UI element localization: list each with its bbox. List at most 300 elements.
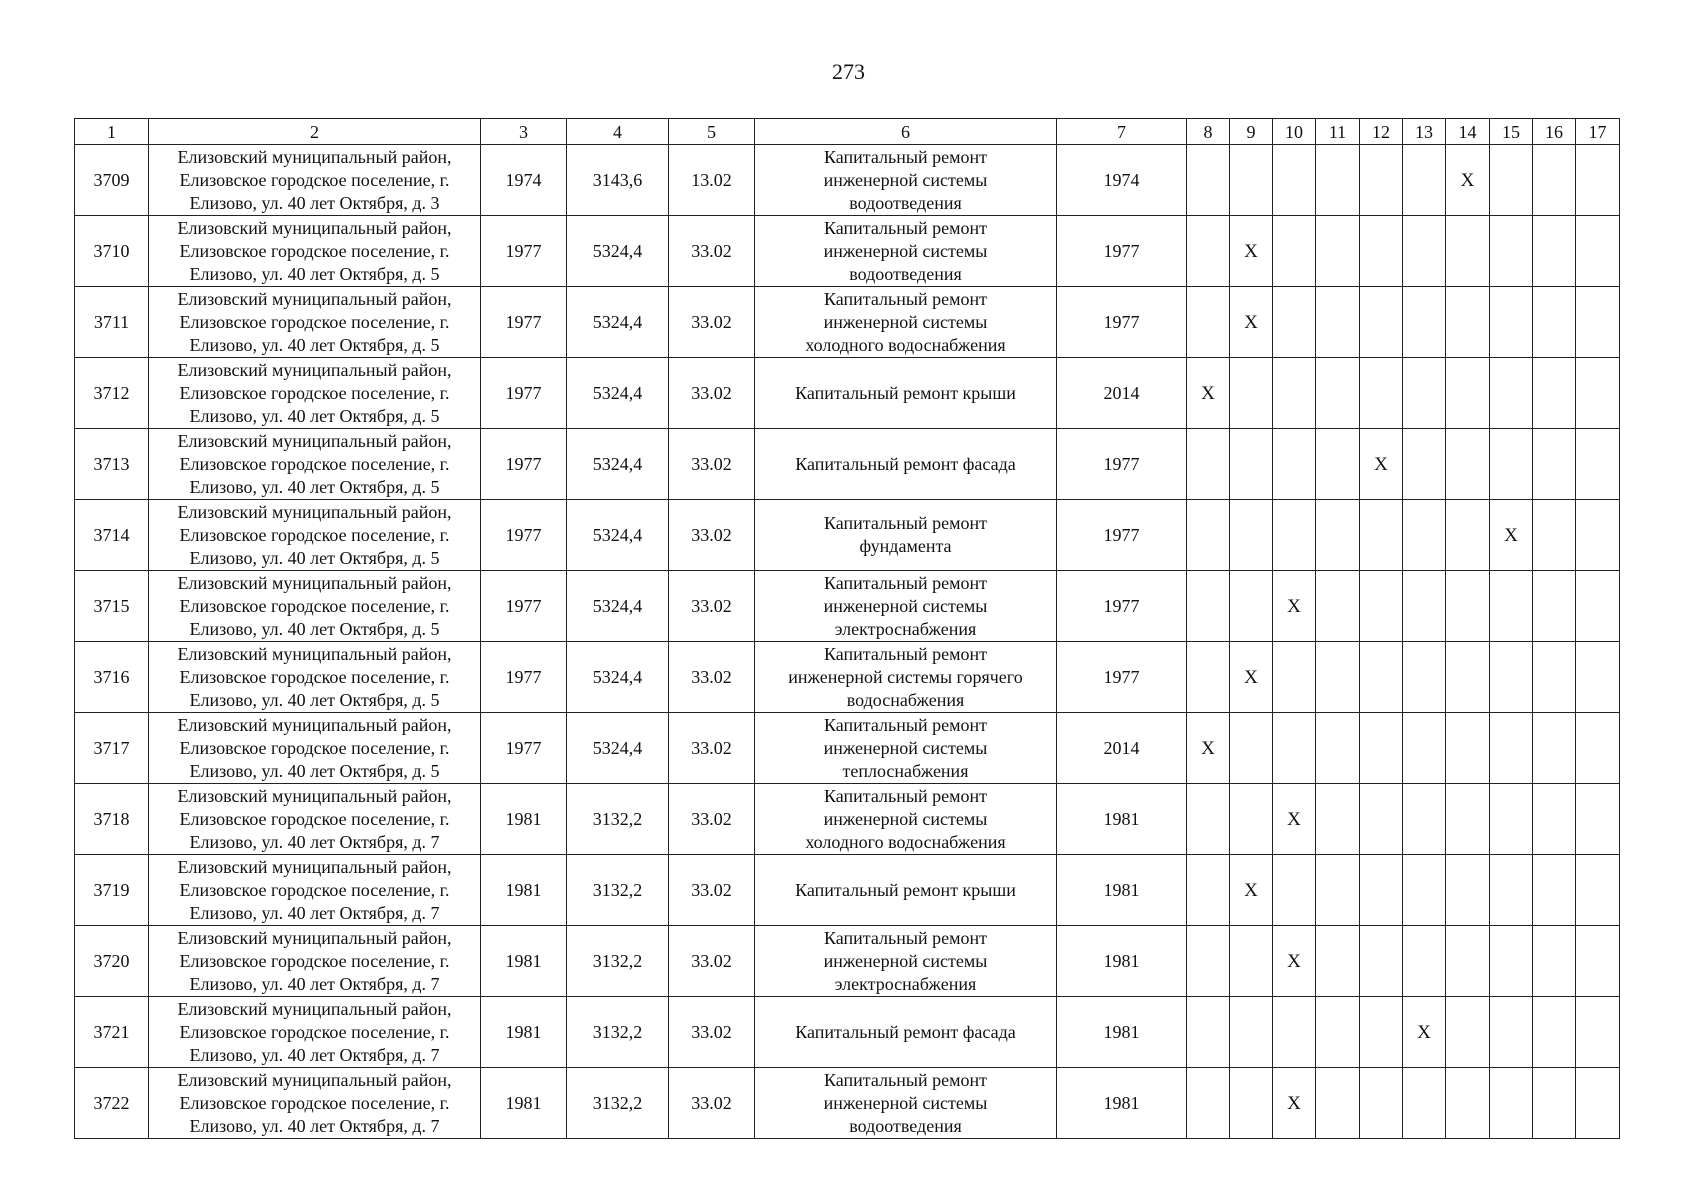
code-cell: 33.02 bbox=[669, 358, 755, 429]
table-row bbox=[75, 358, 1620, 429]
mark-cell-col-16 bbox=[1533, 287, 1576, 358]
mark-cell-col-15 bbox=[1490, 926, 1533, 997]
mark-cell-col-17 bbox=[1576, 1068, 1620, 1139]
table-row bbox=[75, 145, 1620, 216]
mark-cell-col-11 bbox=[1316, 571, 1360, 642]
mark-cell-col-11 bbox=[1316, 429, 1360, 500]
code-cell: 33.02 bbox=[669, 287, 755, 358]
column-number-row bbox=[75, 119, 1620, 145]
mark-cell-col-9: X bbox=[1230, 855, 1273, 926]
mark-cell-col-12 bbox=[1360, 784, 1403, 855]
construction-year-cell: 1981 bbox=[481, 784, 567, 855]
row-number-cell: 3722 bbox=[75, 1068, 149, 1139]
address-cell-line: Елизовское городское поселение, г. bbox=[179, 1021, 450, 1042]
mark-cell-col-12: X bbox=[1360, 429, 1403, 500]
row-number-cell: 3709 bbox=[75, 145, 149, 216]
mark-cell-col-9 bbox=[1230, 500, 1273, 571]
mark-cell-col-8 bbox=[1187, 216, 1230, 287]
mark-cell-col-16 bbox=[1533, 429, 1576, 500]
mark-cell-col-8 bbox=[1187, 642, 1230, 713]
construction-year-cell: 1977 bbox=[481, 216, 567, 287]
construction-year-cell: 1974 bbox=[481, 145, 567, 216]
mark-cell-col-15 bbox=[1490, 571, 1533, 642]
mark-cell-col-17 bbox=[1576, 784, 1620, 855]
mark-cell-col-12 bbox=[1360, 287, 1403, 358]
work-type-cell-line: Капитальный ремонт bbox=[824, 146, 987, 167]
code-cell: 33.02 bbox=[669, 216, 755, 287]
mark-cell-col-8: X bbox=[1187, 358, 1230, 429]
work-type-cell-line: фундамента bbox=[859, 536, 952, 556]
construction-year-cell: 1977 bbox=[481, 642, 567, 713]
mark-cell-col-16 bbox=[1533, 1068, 1576, 1139]
code-cell: 33.02 bbox=[669, 1068, 755, 1139]
address-cell-line: Елизовское городское поселение, г. bbox=[179, 169, 450, 190]
code-cell: 33.02 bbox=[669, 642, 755, 713]
mark-cell-col-12 bbox=[1360, 500, 1403, 571]
address-cell-line: Елизовское городское поселение, г. bbox=[179, 737, 450, 758]
address-cell-line: Елизовское городское поселение, г. bbox=[179, 1092, 450, 1113]
column-header-14: 14 bbox=[1446, 119, 1490, 145]
mark-cell-col-10 bbox=[1273, 358, 1316, 429]
row-number-cell: 3715 bbox=[75, 571, 149, 642]
address-cell bbox=[149, 926, 481, 997]
mark-cell-col-8 bbox=[1187, 997, 1230, 1068]
construction-year-cell: 1977 bbox=[481, 571, 567, 642]
address-cell-line: Елизовский муниципальный район, bbox=[177, 1069, 452, 1090]
mark-cell-col-10 bbox=[1273, 287, 1316, 358]
address-cell-line: Елизово, ул. 40 лет Октября, д. 5 bbox=[189, 334, 440, 355]
code-cell: 13.02 bbox=[669, 145, 755, 216]
mark-cell-col-11 bbox=[1316, 713, 1360, 784]
address-cell-line: Елизовский муниципальный район, bbox=[177, 714, 452, 735]
last-repair-year-cell: 1981 bbox=[1057, 926, 1187, 997]
mark-cell-col-12 bbox=[1360, 642, 1403, 713]
work-type-cell-line: Капитальный ремонт bbox=[824, 927, 987, 948]
table-row bbox=[75, 997, 1620, 1068]
last-repair-year-cell: 2014 bbox=[1057, 713, 1187, 784]
address-cell-line: Елизово, ул. 40 лет Октября, д. 3 bbox=[189, 192, 440, 213]
table-row bbox=[75, 855, 1620, 926]
work-type-cell-line: Капитальный ремонт bbox=[824, 643, 987, 664]
mark-cell-col-17 bbox=[1576, 287, 1620, 358]
mark-cell-col-13 bbox=[1403, 358, 1446, 429]
total-area-cell: 3143,6 bbox=[567, 145, 669, 216]
column-header-15: 15 bbox=[1490, 119, 1533, 145]
address-cell-line: Елизовский муниципальный район, bbox=[177, 927, 452, 948]
total-area-cell: 5324,4 bbox=[567, 429, 669, 500]
address-cell bbox=[149, 358, 481, 429]
mark-cell-col-8 bbox=[1187, 145, 1230, 216]
mark-cell-col-17 bbox=[1576, 855, 1620, 926]
address-cell-line: Елизовское городское поселение, г. bbox=[179, 666, 450, 687]
code-cell: 33.02 bbox=[669, 997, 755, 1068]
table-row bbox=[75, 1068, 1620, 1139]
work-type-cell bbox=[755, 784, 1057, 855]
construction-year-cell: 1977 bbox=[481, 713, 567, 784]
mark-cell-col-9 bbox=[1230, 571, 1273, 642]
address-cell bbox=[149, 1068, 481, 1139]
mark-cell-col-14 bbox=[1446, 358, 1490, 429]
last-repair-year-cell: 1977 bbox=[1057, 642, 1187, 713]
work-type-cell-line: инженерной системы bbox=[823, 1092, 988, 1113]
column-header-1: 1 bbox=[75, 119, 149, 145]
mark-cell-col-10 bbox=[1273, 216, 1316, 287]
address-cell-line: Елизовский муниципальный район, bbox=[177, 501, 452, 522]
mark-cell-col-9 bbox=[1230, 358, 1273, 429]
mark-cell-col-16 bbox=[1533, 713, 1576, 784]
row-number-cell: 3717 bbox=[75, 713, 149, 784]
table-row bbox=[75, 571, 1620, 642]
row-number-cell: 3716 bbox=[75, 642, 149, 713]
table-row bbox=[75, 429, 1620, 500]
mark-cell-col-10 bbox=[1273, 713, 1316, 784]
mark-cell-col-15 bbox=[1490, 1068, 1533, 1139]
mark-cell-col-8 bbox=[1187, 784, 1230, 855]
address-cell-line: Елизовский муниципальный район, bbox=[177, 643, 452, 664]
mark-cell-col-9 bbox=[1230, 784, 1273, 855]
mark-cell-col-15 bbox=[1490, 855, 1533, 926]
column-header-7: 7 bbox=[1057, 119, 1187, 145]
mark-cell-col-9 bbox=[1230, 145, 1273, 216]
mark-cell-col-13 bbox=[1403, 784, 1446, 855]
mark-cell-col-15 bbox=[1490, 216, 1533, 287]
total-area-cell: 3132,2 bbox=[567, 926, 669, 997]
mark-cell-col-14 bbox=[1446, 997, 1490, 1068]
mark-cell-col-16 bbox=[1533, 500, 1576, 571]
mark-cell-col-13 bbox=[1403, 1068, 1446, 1139]
mark-cell-col-13 bbox=[1403, 926, 1446, 997]
mark-cell-col-14 bbox=[1446, 855, 1490, 926]
mark-cell-col-14 bbox=[1446, 784, 1490, 855]
address-cell bbox=[149, 429, 481, 500]
total-area-cell: 5324,4 bbox=[567, 216, 669, 287]
mark-cell-col-17 bbox=[1576, 642, 1620, 713]
column-header-3: 3 bbox=[481, 119, 567, 145]
mark-cell-col-12 bbox=[1360, 926, 1403, 997]
mark-cell-col-9 bbox=[1230, 429, 1273, 500]
construction-year-cell: 1977 bbox=[481, 287, 567, 358]
construction-year-cell: 1981 bbox=[481, 926, 567, 997]
mark-cell-col-8 bbox=[1187, 926, 1230, 997]
address-cell bbox=[149, 784, 481, 855]
column-header-6: 6 bbox=[755, 119, 1057, 145]
mark-cell-col-8 bbox=[1187, 500, 1230, 571]
mark-cell-col-15: X bbox=[1490, 500, 1533, 571]
work-type-cell-line: инженерной системы горячего bbox=[788, 666, 1023, 687]
mark-cell-col-13 bbox=[1403, 216, 1446, 287]
mark-cell-col-11 bbox=[1316, 855, 1360, 926]
mark-cell-col-15 bbox=[1490, 287, 1533, 358]
work-type-cell-line: инженерной системы bbox=[823, 950, 988, 971]
address-cell-line: Елизовское городское поселение, г. bbox=[179, 950, 450, 971]
mark-cell-col-9: X bbox=[1230, 216, 1273, 287]
mark-cell-col-17 bbox=[1576, 429, 1620, 500]
code-cell: 33.02 bbox=[669, 855, 755, 926]
address-cell-line: Елизово, ул. 40 лет Октября, д. 5 bbox=[189, 405, 440, 426]
mark-cell-col-12 bbox=[1360, 571, 1403, 642]
construction-year-cell: 1981 bbox=[481, 997, 567, 1068]
total-area-cell: 5324,4 bbox=[567, 358, 669, 429]
work-type-cell-line: водоотведения bbox=[849, 192, 962, 213]
last-repair-year-cell: 1977 bbox=[1057, 287, 1187, 358]
work-type-cell-line: водоотведения bbox=[849, 263, 962, 284]
work-type-cell-line: Капитальный ремонт bbox=[824, 785, 987, 806]
last-repair-year-cell: 1981 bbox=[1057, 855, 1187, 926]
work-type-cell-line: холодного водоснабжения bbox=[805, 831, 1006, 852]
mark-cell-col-13 bbox=[1403, 287, 1446, 358]
table-body bbox=[75, 145, 1620, 1139]
address-cell-line: Елизовский муниципальный район, bbox=[177, 572, 452, 593]
address-cell bbox=[149, 855, 481, 926]
construction-year-cell: 1977 bbox=[481, 358, 567, 429]
mark-cell-col-16 bbox=[1533, 216, 1576, 287]
work-type-cell bbox=[755, 855, 1057, 926]
mark-cell-col-16 bbox=[1533, 926, 1576, 997]
mark-cell-col-17 bbox=[1576, 216, 1620, 287]
mark-cell-col-12 bbox=[1360, 855, 1403, 926]
work-type-cell-line: инженерной системы bbox=[823, 595, 988, 616]
address-cell-line: Елизовское городское поселение, г. bbox=[179, 808, 450, 829]
mark-cell-col-10 bbox=[1273, 997, 1316, 1068]
mark-cell-col-9: X bbox=[1230, 287, 1273, 358]
mark-cell-col-8 bbox=[1187, 855, 1230, 926]
work-type-cell-line: водоотведения bbox=[849, 1115, 962, 1136]
mark-cell-col-9 bbox=[1230, 997, 1273, 1068]
last-repair-year-cell: 1977 bbox=[1057, 500, 1187, 571]
mark-cell-col-12 bbox=[1360, 997, 1403, 1068]
table-header bbox=[75, 119, 1620, 145]
address-cell bbox=[149, 500, 481, 571]
mark-cell-col-14 bbox=[1446, 713, 1490, 784]
column-header-2: 2 bbox=[149, 119, 481, 145]
total-area-cell: 5324,4 bbox=[567, 287, 669, 358]
mark-cell-col-9 bbox=[1230, 713, 1273, 784]
mark-cell-col-17 bbox=[1576, 926, 1620, 997]
mark-cell-col-9 bbox=[1230, 1068, 1273, 1139]
address-cell-line: Елизово, ул. 40 лет Октября, д. 7 bbox=[189, 831, 440, 852]
mark-cell-col-13 bbox=[1403, 145, 1446, 216]
mark-cell-col-17 bbox=[1576, 500, 1620, 571]
work-type-cell-line: инженерной системы bbox=[823, 311, 988, 332]
column-header-8: 8 bbox=[1187, 119, 1230, 145]
mark-cell-col-14 bbox=[1446, 500, 1490, 571]
row-number-cell: 3714 bbox=[75, 500, 149, 571]
code-cell: 33.02 bbox=[669, 784, 755, 855]
address-cell bbox=[149, 571, 481, 642]
mark-cell-col-11 bbox=[1316, 145, 1360, 216]
address-cell-line: Елизовское городское поселение, г. bbox=[179, 240, 450, 261]
mark-cell-col-15 bbox=[1490, 997, 1533, 1068]
mark-cell-col-10 bbox=[1273, 642, 1316, 713]
mark-cell-col-11 bbox=[1316, 358, 1360, 429]
work-type-cell bbox=[755, 145, 1057, 216]
address-cell-line: Елизовское городское поселение, г. bbox=[179, 453, 450, 474]
table-row bbox=[75, 500, 1620, 571]
table-row bbox=[75, 642, 1620, 713]
mark-cell-col-13 bbox=[1403, 571, 1446, 642]
address-cell-line: Елизовское городское поселение, г. bbox=[179, 879, 450, 900]
work-type-cell bbox=[755, 429, 1057, 500]
mark-cell-col-11 bbox=[1316, 1068, 1360, 1139]
address-cell bbox=[149, 997, 481, 1068]
work-type-cell bbox=[755, 500, 1057, 571]
code-cell: 33.02 bbox=[669, 713, 755, 784]
mark-cell-col-14 bbox=[1446, 216, 1490, 287]
work-type-cell-line: инженерной системы bbox=[823, 808, 988, 829]
mark-cell-col-14 bbox=[1446, 429, 1490, 500]
address-cell-line: Елизовский муниципальный район, bbox=[177, 856, 452, 877]
page-number: 273 bbox=[832, 59, 865, 84]
mark-cell-col-17 bbox=[1576, 997, 1620, 1068]
row-number-cell: 3719 bbox=[75, 855, 149, 926]
mark-cell-col-11 bbox=[1316, 997, 1360, 1068]
mark-cell-col-8: X bbox=[1187, 713, 1230, 784]
mark-cell-col-15 bbox=[1490, 784, 1533, 855]
mark-cell-col-9: X bbox=[1230, 642, 1273, 713]
mark-cell-col-11 bbox=[1316, 287, 1360, 358]
mark-cell-col-9 bbox=[1230, 926, 1273, 997]
address-cell-line: Елизово, ул. 40 лет Октября, д. 7 bbox=[189, 1044, 440, 1065]
work-type-cell bbox=[755, 713, 1057, 784]
code-cell: 33.02 bbox=[669, 429, 755, 500]
work-type-cell bbox=[755, 571, 1057, 642]
last-repair-year-cell: 1977 bbox=[1057, 216, 1187, 287]
construction-year-cell: 1981 bbox=[481, 855, 567, 926]
mark-cell-col-8 bbox=[1187, 1068, 1230, 1139]
address-cell bbox=[149, 216, 481, 287]
address-cell-line: Елизовский муниципальный район, bbox=[177, 430, 452, 451]
mark-cell-col-16 bbox=[1533, 997, 1576, 1068]
address-cell-line: Елизовский муниципальный район, bbox=[177, 359, 452, 380]
column-header-16: 16 bbox=[1533, 119, 1576, 145]
work-type-cell-line: теплоснабжения bbox=[842, 760, 969, 781]
address-cell-line: Елизовское городское поселение, г. bbox=[179, 595, 450, 616]
work-type-cell-line: холодного водоснабжения bbox=[805, 334, 1006, 355]
mark-cell-col-16 bbox=[1533, 571, 1576, 642]
work-type-cell-line: Капитальный ремонт bbox=[824, 572, 987, 593]
mark-cell-col-8 bbox=[1187, 429, 1230, 500]
work-type-cell-line: водоснабжения bbox=[846, 689, 965, 710]
last-repair-year-cell: 1977 bbox=[1057, 429, 1187, 500]
work-type-cell-line: Капитальный ремонт bbox=[824, 513, 987, 533]
work-type-cell bbox=[755, 216, 1057, 287]
mark-cell-col-16 bbox=[1533, 642, 1576, 713]
mark-cell-col-13 bbox=[1403, 642, 1446, 713]
last-repair-year-cell: 1981 bbox=[1057, 1068, 1187, 1139]
address-cell-line: Елизовский муниципальный район, bbox=[177, 785, 452, 806]
total-area-cell: 3132,2 bbox=[567, 784, 669, 855]
mark-cell-col-10 bbox=[1273, 500, 1316, 571]
work-type-cell-line: Капитальный ремонт фасада bbox=[795, 1021, 1016, 1042]
mark-cell-col-13: X bbox=[1403, 997, 1446, 1068]
work-type-cell-line: электроснабжения bbox=[834, 973, 977, 994]
column-header-12: 12 bbox=[1360, 119, 1403, 145]
work-type-cell bbox=[755, 287, 1057, 358]
mark-cell-col-16 bbox=[1533, 145, 1576, 216]
construction-year-cell: 1977 bbox=[481, 500, 567, 571]
total-area-cell: 5324,4 bbox=[567, 642, 669, 713]
code-cell: 33.02 bbox=[669, 500, 755, 571]
table-row bbox=[75, 926, 1620, 997]
mark-cell-col-14 bbox=[1446, 926, 1490, 997]
mark-cell-col-10: X bbox=[1273, 926, 1316, 997]
table-row bbox=[75, 287, 1620, 358]
address-cell-line: Елизовский муниципальный район, bbox=[177, 998, 452, 1019]
row-number-cell: 3721 bbox=[75, 997, 149, 1068]
mark-cell-col-12 bbox=[1360, 216, 1403, 287]
address-cell-line: Елизово, ул. 40 лет Октября, д. 5 bbox=[189, 263, 440, 284]
address-cell-line: Елизово, ул. 40 лет Октября, д. 7 bbox=[189, 1115, 440, 1136]
work-type-cell-line: инженерной системы bbox=[823, 737, 988, 758]
construction-year-cell: 1977 bbox=[481, 429, 567, 500]
column-header-5: 5 bbox=[669, 119, 755, 145]
row-number-cell: 3713 bbox=[75, 429, 149, 500]
address-cell-line: Елизовский муниципальный район, bbox=[177, 146, 452, 167]
code-cell: 33.02 bbox=[669, 926, 755, 997]
address-cell-line: Елизовский муниципальный район, bbox=[177, 288, 452, 309]
address-cell-line: Елизово, ул. 40 лет Октября, д. 5 bbox=[189, 618, 440, 639]
mark-cell-col-11 bbox=[1316, 784, 1360, 855]
mark-cell-col-17 bbox=[1576, 713, 1620, 784]
column-header-11: 11 bbox=[1316, 119, 1360, 145]
work-type-cell-line: Капитальный ремонт bbox=[824, 714, 987, 735]
mark-cell-col-13 bbox=[1403, 500, 1446, 571]
mark-cell-col-11 bbox=[1316, 642, 1360, 713]
address-cell-line: Елизовское городское поселение, г. bbox=[179, 382, 450, 403]
mark-cell-col-15 bbox=[1490, 358, 1533, 429]
work-type-cell bbox=[755, 1068, 1057, 1139]
table-row bbox=[75, 216, 1620, 287]
address-cell-line: Елизово, ул. 40 лет Октября, д. 5 bbox=[189, 760, 440, 781]
mark-cell-col-8 bbox=[1187, 287, 1230, 358]
address-cell bbox=[149, 145, 481, 216]
last-repair-year-cell: 1977 bbox=[1057, 571, 1187, 642]
work-type-cell bbox=[755, 642, 1057, 713]
mark-cell-col-10 bbox=[1273, 145, 1316, 216]
address-cell-line: Елизовское городское поселение, г. bbox=[179, 524, 450, 545]
mark-cell-col-12 bbox=[1360, 1068, 1403, 1139]
mark-cell-col-15 bbox=[1490, 713, 1533, 784]
work-type-cell-line: Капитальный ремонт крыши bbox=[795, 879, 1016, 900]
work-type-cell-line: электроснабжения bbox=[834, 618, 977, 639]
last-repair-year-cell: 1981 bbox=[1057, 997, 1187, 1068]
mark-cell-col-14 bbox=[1446, 1068, 1490, 1139]
address-cell-line: Елизово, ул. 40 лет Октября, д. 7 bbox=[189, 902, 440, 923]
total-area-cell: 5324,4 bbox=[567, 500, 669, 571]
work-type-cell bbox=[755, 926, 1057, 997]
mark-cell-col-10 bbox=[1273, 855, 1316, 926]
work-type-cell-line: Капитальный ремонт bbox=[824, 217, 987, 238]
address-cell-line: Елизово, ул. 40 лет Октября, д. 5 bbox=[189, 547, 440, 568]
row-number-cell: 3718 bbox=[75, 784, 149, 855]
repair-register-table bbox=[74, 118, 1620, 1139]
column-header-17: 17 bbox=[1576, 119, 1620, 145]
work-type-cell-line: инженерной системы bbox=[823, 240, 988, 261]
row-number-cell: 3712 bbox=[75, 358, 149, 429]
mark-cell-col-14 bbox=[1446, 571, 1490, 642]
mark-cell-col-10: X bbox=[1273, 1068, 1316, 1139]
work-type-cell bbox=[755, 997, 1057, 1068]
mark-cell-col-15 bbox=[1490, 642, 1533, 713]
address-cell bbox=[149, 713, 481, 784]
mark-cell-col-12 bbox=[1360, 358, 1403, 429]
work-type-cell-line: Капитальный ремонт фасада bbox=[795, 453, 1016, 474]
mark-cell-col-12 bbox=[1360, 713, 1403, 784]
code-cell: 33.02 bbox=[669, 571, 755, 642]
mark-cell-col-14 bbox=[1446, 642, 1490, 713]
total-area-cell: 5324,4 bbox=[567, 713, 669, 784]
mark-cell-col-10: X bbox=[1273, 571, 1316, 642]
